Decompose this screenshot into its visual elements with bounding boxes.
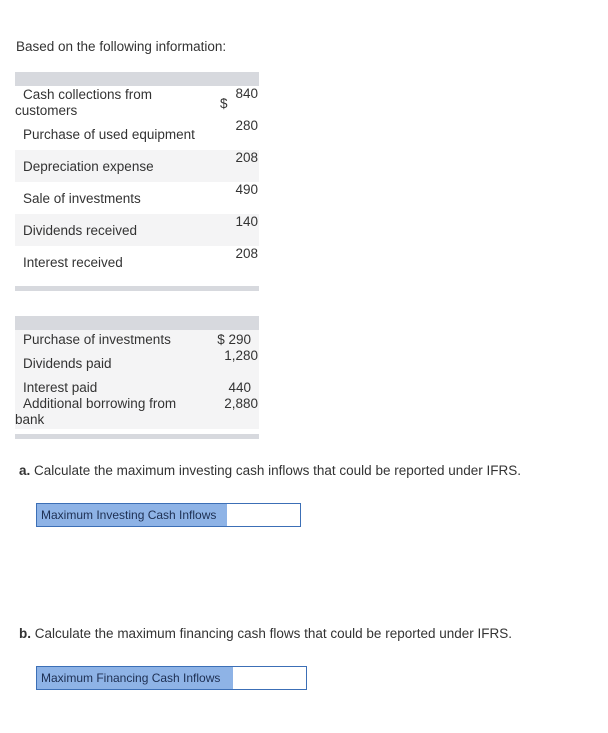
row-label: Purchase of investments <box>23 332 171 347</box>
table-header-bar <box>15 72 259 86</box>
table-row <box>15 246 259 278</box>
row-value: 208 <box>235 246 258 261</box>
investing-cash-inflows-input[interactable] <box>227 504 300 526</box>
question-b: b. Calculate the maximum financing cash flows that could be reported under IFRS. <box>19 626 513 641</box>
row-label: Dividends received <box>23 223 138 238</box>
row-value: $ 290 <box>217 332 251 347</box>
row-label: Interest paid <box>23 380 98 395</box>
row-label: Dividends paid <box>23 356 112 371</box>
row-label-continued: bank <box>15 412 45 427</box>
answer-b-field <box>36 666 307 690</box>
row-label: Depreciation expense <box>23 159 154 174</box>
row-label: Purchase of used equipment <box>23 127 195 142</box>
row-label: Sale of investments <box>23 191 141 206</box>
table-row <box>15 182 259 214</box>
row-value: 2,880 <box>224 396 258 411</box>
table-row <box>15 214 259 246</box>
row-label: Additional borrowing from <box>23 396 177 411</box>
table-footer-bar <box>15 286 259 291</box>
answer-a-field <box>36 503 301 527</box>
table-body <box>15 330 259 429</box>
question-a: a. Calculate the maximum investing cash inflows that could be reported under IFRS. <box>19 463 522 478</box>
row-value: 280 <box>235 118 258 133</box>
answer-a-label: Maximum Investing Cash Inflows <box>37 504 227 526</box>
table-footer-bar <box>15 434 259 439</box>
financing-cash-inflows-input[interactable] <box>233 667 306 689</box>
answer-b-label: Maximum Financing Cash Inflows <box>37 667 233 689</box>
row-value: 1,280 <box>224 348 258 363</box>
row-value: 840 <box>235 86 258 101</box>
row-value: 490 <box>235 182 258 197</box>
table-header-bar <box>15 316 259 330</box>
intro-text: Based on the following information: <box>16 39 227 54</box>
row-value: 440 <box>228 380 251 395</box>
table-row <box>15 118 259 150</box>
row-label: Cash collections from customers <box>15 87 153 118</box>
row-label: Interest received <box>23 255 123 270</box>
cash-flow-table-1 <box>15 72 259 292</box>
cash-flow-table-2 <box>15 316 259 441</box>
row-value: 140 <box>235 214 258 229</box>
table-row <box>15 86 259 118</box>
table-row <box>15 150 259 182</box>
row-value: 208 <box>235 150 258 165</box>
currency-symbol: $ <box>220 96 228 111</box>
